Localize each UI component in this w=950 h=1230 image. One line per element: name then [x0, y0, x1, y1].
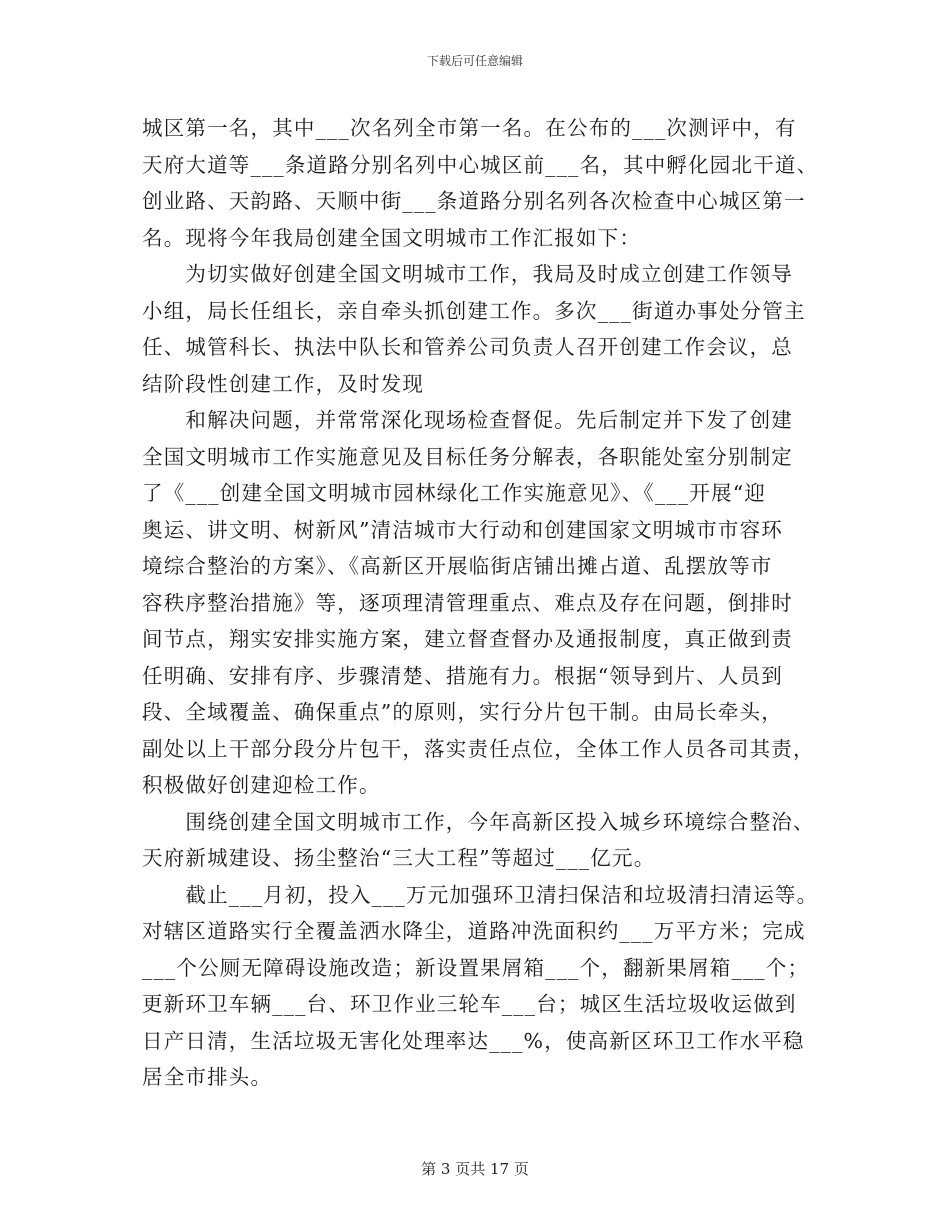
- text-line: 更新环卫车辆___台、环卫作业三轮车___台；城区生活垃圾收运做到: [142, 992, 797, 1016]
- text-line: 小组，局长任组长，亲自牵头抓创建工作。多次___街道办事处分管主: [142, 298, 806, 323]
- text-line: 副处以上干部分段分片包干，落实责任点位，全体工作人员各司其责，: [142, 736, 815, 761]
- text-line: 名。现将今年我局创建全国文明城市工作汇报如下：: [142, 225, 642, 250]
- text-line: 奥运、讲文明、树新风”清洁城市大行动和创建国家文明城市市容环: [142, 517, 783, 542]
- text-line: ___个公厕无障碍设施改造；新设置果屑箱___个，翻新果屑箱___个；: [142, 955, 810, 980]
- text-line: 全国文明城市工作实施意见及目标任务分解表，各职能处室分别制定: [142, 444, 793, 469]
- text-line: 任、城管科长、执法中队长和管养公司负责人召开创建工作会议，总: [142, 335, 793, 359]
- text-line: 境综合整治的方案》、《高新区开展临街店铺出摊占道、乱摆放等市: [142, 554, 773, 578]
- page-header: 下载后可任意编辑: [426, 54, 523, 68]
- text-line: 居全市排头。: [142, 1065, 273, 1089]
- text-line: 围绕创建全国文明城市工作，今年高新区投入城乡环境综合整治、: [142, 809, 815, 834]
- text-line: 和解决问题，并常常深化现场检查督促。先后制定并下发了创建: [142, 408, 793, 432]
- text-line: 天府大道等___条道路分别名列中心城区前___名，其中孵化园北干道、: [142, 152, 819, 177]
- text-line: 天府新城建设、扬尘整治“三大工程”等超过___亿元。: [142, 846, 656, 870]
- text-line: 截止___月初，投入___万元加强环卫清扫保洁和垃圾清扫清运等。: [142, 882, 819, 907]
- text-line: 段、全域覆盖、确保重点”的原则，实行分片包干制。由局长牵头，: [142, 700, 783, 724]
- text-line: 任明确、安排有序、步骤清楚、措施有力。根据“领导到片、人员到: [142, 663, 783, 688]
- text-line: 城区第一名，其中___次名列全市第一名。在公布的___次测评中，有: [142, 116, 797, 140]
- text-line: 日产日清，生活垃圾无害化处理率达___%，使高新区环卫工作水平稳: [142, 1028, 805, 1053]
- document-body: [142, 110, 822, 1096]
- page-number: 第 3 页共 17 页: [421, 1160, 529, 1178]
- text-line: 对辖区道路实行全覆盖洒水降尘，道路冲洗面积约___万平方米；完成: [142, 919, 806, 943]
- text-line: 容秩序整治措施》等，逐项理清管理重点、难点及存在问题，倒排时: [142, 590, 793, 615]
- text-line: 创业路、天韵路、天顺中街___条道路分别名列各次检查中心城区第一: [142, 189, 806, 213]
- text-line: 间节点，翔实安排实施方案，建立督查督办及通报制度，真正做到责: [142, 627, 793, 651]
- text-line: 结阶段性创建工作，及时发现: [142, 371, 425, 396]
- text-line: 积极做好创建迎检工作。: [142, 773, 381, 797]
- text-line: 为切实做好创建全国文明城市工作，我局及时成立创建工作领导: [142, 262, 793, 286]
- text-line: 了《___创建全国文明城市园林绿化工作实施意见》、《___开展“迎: [142, 481, 767, 505]
